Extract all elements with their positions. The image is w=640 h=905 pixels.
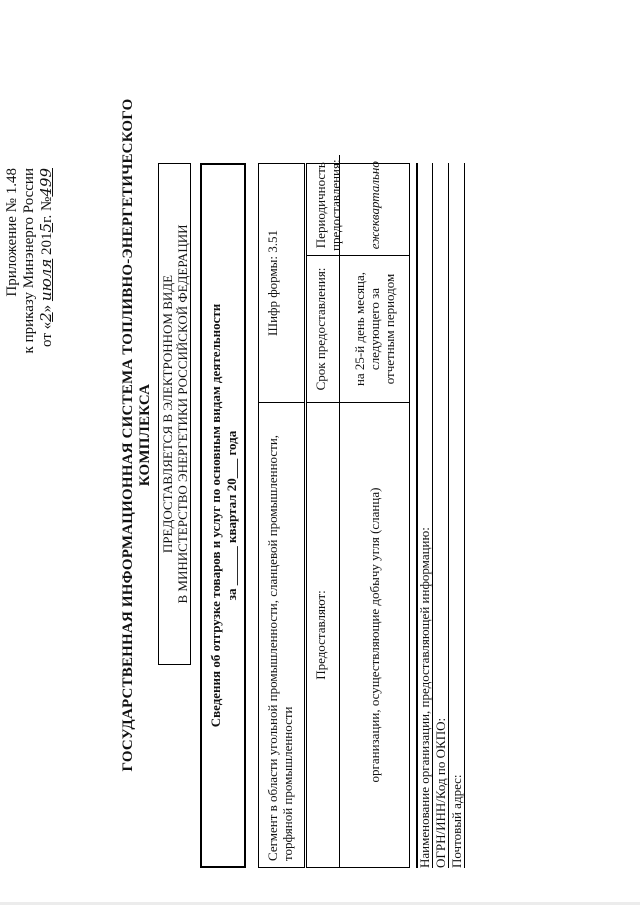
report-title: Сведения об отгрузке товаров и услуг по основным видам деятельности bbox=[208, 303, 223, 728]
electronic-line-2: В МИНИСТЕРСТВО ЭНЕРГЕТИКИ РОССИЙСКОЙ ФЕДЕРАЦИИ bbox=[175, 224, 190, 604]
date-separator: » bbox=[39, 301, 55, 313]
cell-frequency: ежеквартально bbox=[367, 161, 382, 250]
date-prefix: от « bbox=[39, 321, 55, 347]
page-title: ГОСУДАРСТВЕННАЯ ИНФОРМАЦИОННАЯ СИСТЕМА ТОПЛИВНО-ЭНЕРГЕТИЧЕСКОГО КОМПЛЕКСА bbox=[120, 98, 153, 772]
organization-info-block bbox=[416, 163, 464, 868]
segment-row bbox=[258, 163, 305, 868]
submission-table bbox=[306, 159, 410, 868]
order-number-label: г. № bbox=[39, 196, 55, 223]
cell-deadline: на 25-й день месяца, следующего за отчетным периодом bbox=[340, 255, 409, 402]
report-title-box bbox=[200, 163, 246, 868]
header-submitters: Предоставляют: bbox=[307, 402, 340, 867]
year-prefix: 201 bbox=[39, 232, 55, 259]
electronic-submission-box bbox=[158, 163, 191, 665]
handwritten-order-number: 499 bbox=[37, 168, 55, 197]
ogrn-line: ОГРН/ИНН/Код по ОКПО: bbox=[434, 163, 449, 868]
address-line: Почтовый адрес: bbox=[450, 163, 465, 868]
handwritten-month: июля bbox=[37, 258, 55, 302]
handwritten-day: 2 bbox=[37, 312, 55, 322]
header-deadline: Срок предоставления: bbox=[307, 255, 340, 402]
cell-submitters: организации, осуществляющие добычу угля (сланца) bbox=[340, 402, 409, 867]
segment-text: Сегмент в области угольной промышленности, сланцевой промышленности, торфяной промышленности bbox=[259, 402, 304, 867]
appendix-number: Приложение № 1.48 bbox=[4, 168, 20, 297]
org-name-line: Наименование организации, предоставляющей информацию: bbox=[418, 163, 433, 868]
electronic-line-1: ПРЕДОСТАВЛЯЕТСЯ В ЭЛЕКТРОННОМ ВИДЕ bbox=[160, 274, 175, 554]
form-code: Шифр формы: 3.51 bbox=[265, 229, 280, 337]
appendix-date bbox=[38, 168, 56, 418]
header-frequency: Периодичность предоставления: bbox=[307, 155, 340, 255]
appendix-header bbox=[4, 168, 56, 418]
handwritten-year-digit: 5 bbox=[37, 222, 55, 233]
appendix-order: к приказу Минэнерго России bbox=[21, 168, 37, 354]
report-period: за ______ квартал 20___ года bbox=[224, 430, 239, 601]
